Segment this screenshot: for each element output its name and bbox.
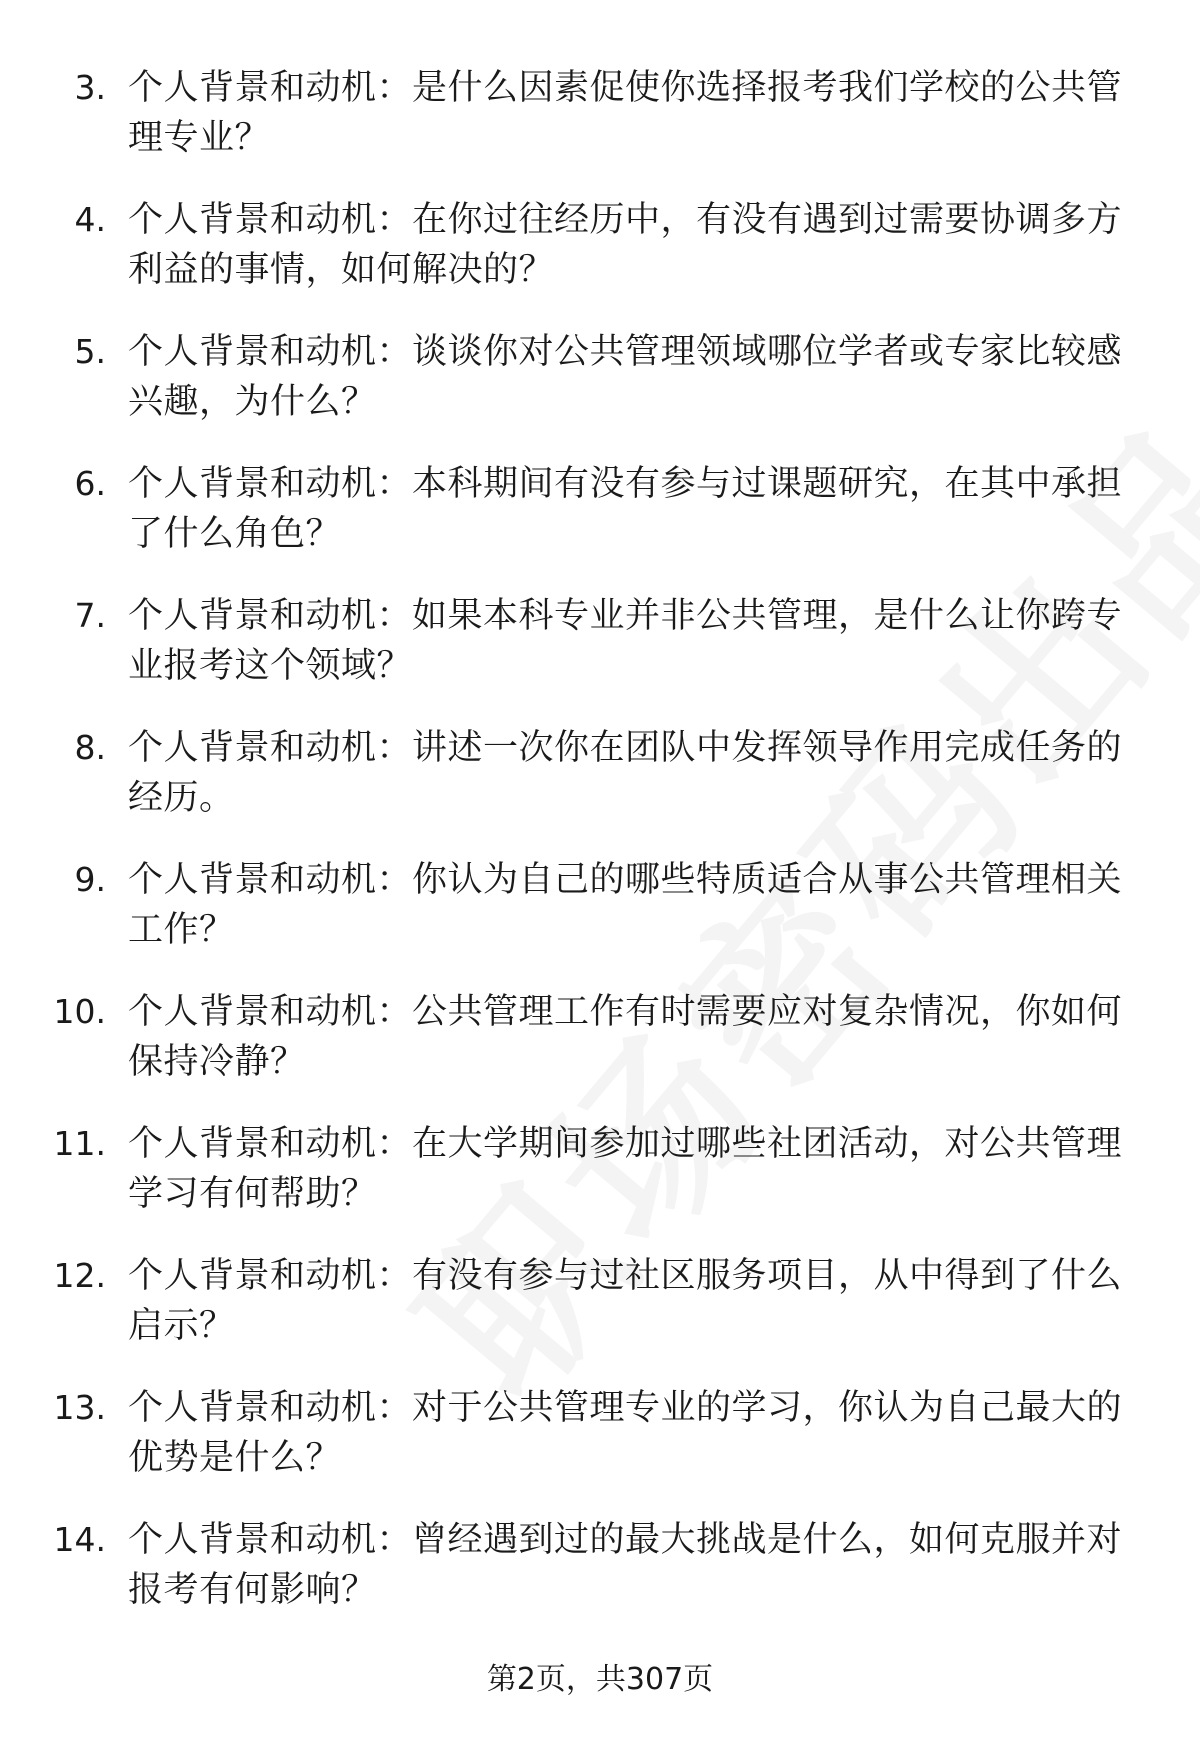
question-text: 个人背景和动机：在你过往经历中，有没有遇到过需要协调多方利益的事情，如何解决的？ [128, 200, 1123, 290]
question-text: 个人背景和动机：谈谈你对公共管理领域哪位学者或专家比较感兴趣，为什么？ [128, 332, 1123, 422]
question-text: 个人背景和动机：本科期间有没有参与过课题研究，在其中承担了什么角色？ [128, 464, 1123, 554]
question-number: 10. [53, 992, 106, 1031]
question-list [0, 55, 1200, 1639]
question-item [0, 55, 1200, 187]
question-number: 13. [53, 1388, 106, 1427]
question-item [0, 847, 1200, 979]
question-text: 个人背景和动机：曾经遇到过的最大挑战是什么，如何克服并对报考有何影响？ [128, 1520, 1123, 1610]
question-item [0, 1507, 1200, 1639]
question-item [0, 1111, 1200, 1243]
question-item [0, 1243, 1200, 1375]
question-text: 个人背景和动机：讲述一次你在团队中发挥领导作用完成任务的经历。 [128, 728, 1123, 818]
question-number: 6. [74, 464, 106, 503]
question-text: 个人背景和动机：公共管理工作有时需要应对复杂情况，你如何保持冷静？ [128, 992, 1123, 1082]
question-text: 个人背景和动机：你认为自己的哪些特质适合从事公共管理相关工作？ [128, 860, 1123, 950]
question-text: 个人背景和动机：是什么因素促使你选择报考我们学校的公共管理专业？ [128, 68, 1123, 158]
question-item [0, 319, 1200, 451]
question-item [0, 187, 1200, 319]
question-number: 12. [53, 1256, 106, 1295]
question-number: 3. [74, 68, 106, 107]
question-number: 5. [74, 332, 106, 371]
question-number: 4. [74, 200, 106, 239]
page-footer [0, 1660, 1200, 1700]
question-number: 7. [74, 596, 106, 635]
question-item [0, 583, 1200, 715]
question-number: 8. [74, 728, 106, 767]
question-text: 个人背景和动机：在大学期间参加过哪些社团活动，对公共管理学习有何帮助？ [128, 1124, 1123, 1214]
question-item [0, 715, 1200, 847]
question-number: 11. [53, 1124, 106, 1163]
question-item [0, 979, 1200, 1111]
question-item [0, 451, 1200, 583]
question-text: 个人背景和动机：有没有参与过社区服务项目，从中得到了什么启示？ [128, 1256, 1123, 1346]
question-text: 个人背景和动机：如果本科专业并非公共管理，是什么让你跨专业报考这个领域？ [128, 596, 1123, 686]
question-number: 14. [53, 1520, 106, 1559]
question-text: 个人背景和动机：对于公共管理专业的学习，你认为自己最大的优势是什么？ [128, 1388, 1123, 1478]
question-item [0, 1375, 1200, 1507]
question-number: 9. [74, 860, 106, 899]
page-number-label: 第2页，共307页 [486, 1662, 714, 1697]
